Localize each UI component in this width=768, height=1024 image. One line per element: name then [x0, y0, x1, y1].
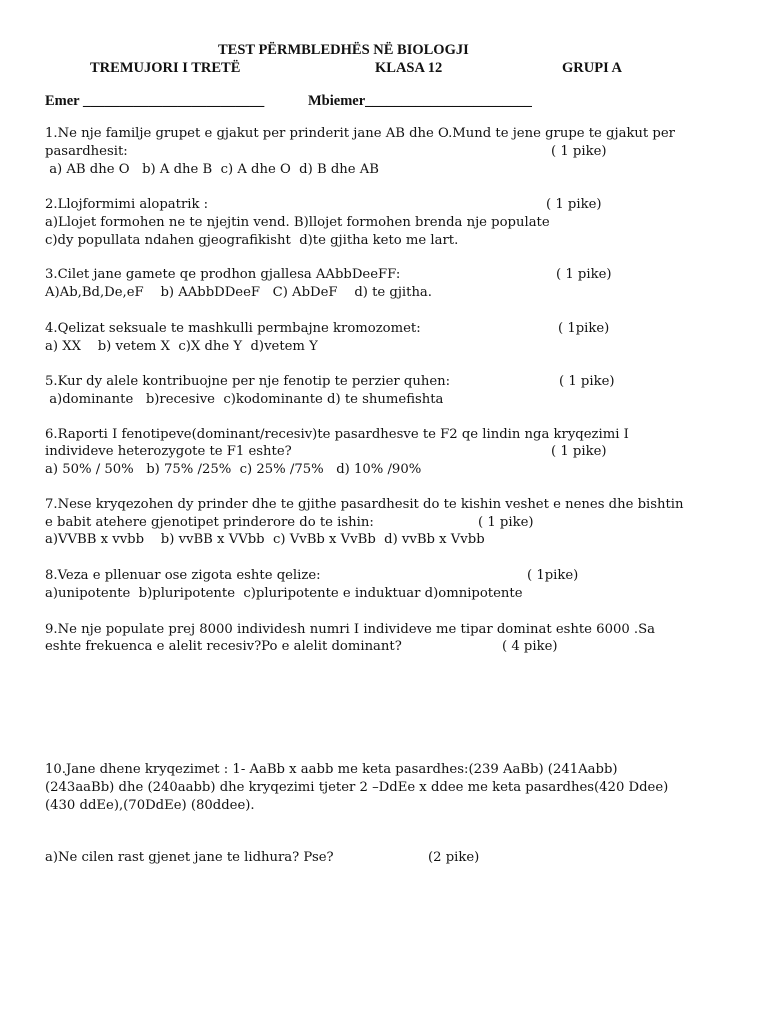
question-8-points: ( 1pike) [527, 568, 579, 583]
question-3-options: A)Ab,Bd,De,eF b) AAbbDDeeF C) AbDeF d) te gjitha. [45, 285, 432, 300]
question-6-text: 6.Raporti I fenotipeve(dominant/recesiv)te pasardhesve te F2 qe lindin nga kryqezimi I [45, 427, 629, 442]
last-name-field: Mbiemer_______________________ [308, 93, 532, 109]
question-2-options-a-b: a)Llojet formohen ne te njejtin vend. B)llojet formohen brenda nje populate [45, 215, 550, 230]
question-10-points: (2 pike) [428, 850, 480, 865]
question-2-text: 2.Llojformimi alopatrik : [45, 197, 209, 212]
question-1-points: ( 1 pike) [551, 144, 607, 159]
question-3-text: 3.Cilet jane gamete qe prodhon gjallesa AAbbDeeFF: [45, 267, 401, 282]
term-label: TREMUJORI I TRETË [90, 60, 241, 76]
question-9-text-cont: eshte frekuenca e alelit recesiv?Po e alelit dominant? [45, 639, 402, 654]
question-4-options: a) XX b) vetem X c)X dhe Y d)vetem Y [45, 339, 318, 354]
question-5-options: a)dominante b)recesive c)kodominante d) te shumefishta [45, 392, 444, 407]
first-name-field: Emer _________________________ [45, 93, 265, 109]
question-3-points: ( 1 pike) [556, 267, 612, 282]
question-2-options-c-d: c)dy popullata ndahen gjeografikisht d)te gjitha keto me lart. [45, 233, 459, 248]
test-title: TEST PËRMBLEDHËS NË BIOLOGJI [218, 42, 469, 58]
question-10-text: 10.Jane dhene kryqezimet : 1- AaBb x aabb me keta pasardhes:(239 AaBb) (241Aabb) [45, 762, 618, 777]
question-8-options: a)unipotente b)pluripotente c)pluripotente e induktuar d)omnipotente [45, 586, 523, 601]
question-1-text-cont: pasardhesit: [45, 144, 128, 159]
question-4-text: 4.Qelizat seksuale te mashkulli permbajne kromozomet: [45, 321, 421, 336]
question-6-points: ( 1 pike) [551, 444, 607, 459]
question-8-text: 8.Veza e pllenuar ose zigota eshte qelize: [45, 568, 321, 583]
question-10-text-cont-2: (430 ddEe),(70DdEe) (80ddee). [45, 798, 255, 813]
question-9-text: 9.Ne nje populate prej 8000 individesh numri I individeve me tipar dominat eshte 6000 .Sa [45, 622, 656, 637]
question-10-text-cont-1: (243aaBb) dhe (240aabb) dhe kryqezimi tjeter 2 –DdEe x ddee me keta pasardhes(420 Ddee) [45, 780, 669, 795]
question-7-points: ( 1 pike) [478, 515, 534, 530]
question-2-points: ( 1 pike) [546, 197, 602, 212]
class-label: KLASA 12 [375, 60, 443, 76]
question-4-points: ( 1pike) [558, 321, 610, 336]
question-5-text: 5.Kur dy alele kontribuojne per nje fenotip te perzier quhen: [45, 374, 451, 389]
question-10-sub-a: a)Ne cilen rast gjenet jane te lidhura? Pse? [45, 850, 334, 865]
question-1-options: a) AB dhe O b) A dhe B c) A dhe O d) B dhe AB [45, 162, 379, 177]
group-label: GRUPI A [562, 60, 623, 76]
question-1-text: 1.Ne nje familje grupet e gjakut per prinderit jane AB dhe O.Mund te jene grupe te gjakut per [45, 126, 675, 141]
question-7-text: 7.Nese kryqezohen dy prinder dhe te gjithe pasardhesit do te kishin veshet e nenes dhe bishtin [45, 497, 684, 512]
question-9-points: ( 4 pike) [502, 639, 558, 654]
question-6-options: a) 50% / 50% b) 75% /25% c) 25% /75% d) 10% /90% [45, 462, 422, 477]
question-7-text-cont: e babit atehere gjenotipet prinderore do te ishin: [45, 515, 374, 530]
question-5-points: ( 1 pike) [559, 374, 615, 389]
question-7-options: a)VVBB x vvbb b) vvBB x VVbb c) VvBb x VvBb d) vvBb x Vvbb [45, 532, 485, 547]
question-6-text-cont: individeve heterozygote te F1 eshte? [45, 444, 292, 459]
